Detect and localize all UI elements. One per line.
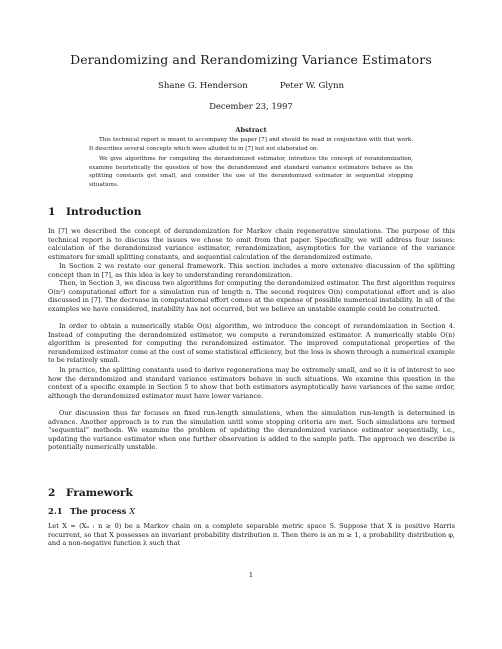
paragraph-text: In practice, the splitting constants used to derive regenerations may be extremely small, and so it is of interest to see how the derandomized and standard variance estimators behave in such situations. We examine this question in the context of a specific example in Section 5 to show that both estimators asymptotically have variances of the same order, although the derandomized estimator must have lower variance. [48,366,455,400]
paper-title: Derandomizing and Rerandomizing Variance Estimators [70,52,432,67]
author-name: Peter W. Glynn [279,81,345,91]
paper-date: December 23, 1997 [209,101,293,111]
paragraph-text: Let X = (Xₙ : n ≥ 0) be a Markov chain on a complete separable metric space S. Suppose that X is positive Harris recurrent, so that X possesses an invariant probability distribution π. Then there is an m ≥ 1, a probability distribution φ, and a non-negative function λ such that [48,522,455,548]
abstract-paragraph [89,136,413,153]
abstract-paragraph [89,155,413,189]
subsection-title: The process [70,506,127,516]
author-list [0,81,502,91]
section-title: Framework [66,487,133,499]
body-paragraph [48,262,455,279]
subsection-title-variable: X [129,506,136,516]
subsection-heading [48,506,135,516]
section-number: 1 [48,206,56,218]
paragraph-text: Then, in Section 3, we discuss two algorithms for computing the derandomized estimator. The first algorithm requires O(n²) computational effort for a simulation run of length n. The second requires O(n) computational effort and is also discussed in [7]. The decrease in computational effort comes at the expense of possible numerical instability. In all of the examples we have considered, instability has not occurred, but we believe an unstable example could be constructed. [48,279,455,313]
page-number: 1 [248,571,254,579]
paragraph-text: In Section 2 we restate our general framework. This section includes a more extensive discussion of the splitting concept than in [7], as this idea is key to understanding rerandomization. [48,262,455,279]
paragraph-text: Our discussion thus far focuses on fixed run-length simulations, when the simulation run-length is determined in advance. Another approach is to run the simulation until some stopping criteria are met. Such simulations are termed “sequential” methods. We examine the problem of updating the derandomized variance estimator sequentially, i.e., updating the variance estimator when one further observation is added to the sample path. The approach we describe is potentially numerically unstable. [48,409,455,452]
body-paragraph [48,227,455,261]
subsection-number: 2.1 [48,506,63,516]
abstract-text: This technical report is meant to accompany the paper [7] and should be read in conjunction with that work. It describes several concepts which were alluded to in [7] but not elaborated on. [89,137,413,152]
body-paragraph [48,322,455,365]
body-paragraph [48,409,455,452]
abstract-text: We give algorithms for computing the derandomized estimator, introduce the concept of rerandomization, examine heuristically the question of how the derandomized and standard variance estimators behave as the splitting constants get small, and consider the use of the derandomized estimator in sequential stopping situations. [89,156,413,188]
body-paragraph [48,522,455,548]
paragraph-text: In order to obtain a numerically stable O(n) algorithm, we introduce the concept of rerandomization in Section 4. Instead of computing the derandomized estimator, we compute a rerandomized estimator. A numerically stable O(n) algorithm is presented for computing the rerandomized estimator. The improved computational properties of the rerandomized estimator come at the cost of some statistical efficiency, but the loss is shown through a numerical example to be relatively small. [48,322,455,365]
abstract-heading: Abstract [235,126,267,134]
section-number: 2 [48,487,56,499]
section-heading [48,487,133,499]
body-paragraph [48,279,455,313]
body-paragraph [48,366,455,400]
section-title: Introduction [66,206,142,218]
section-heading [48,206,141,218]
paragraph-text: In [7] we described the concept of derandomization for Markov chain regenerative simulations. The purpose of this technical report is to discuss the issues we chose to omit from that paper. Specifically, we will address four issues: calculation of the derandomized variance estimator, rerandomization, asymptotics for the variance of the variance estimators for small splitting constants, and sequential calculation of the derandomized estimate. [48,227,455,261]
author-name: Shane G. Henderson [157,81,248,91]
